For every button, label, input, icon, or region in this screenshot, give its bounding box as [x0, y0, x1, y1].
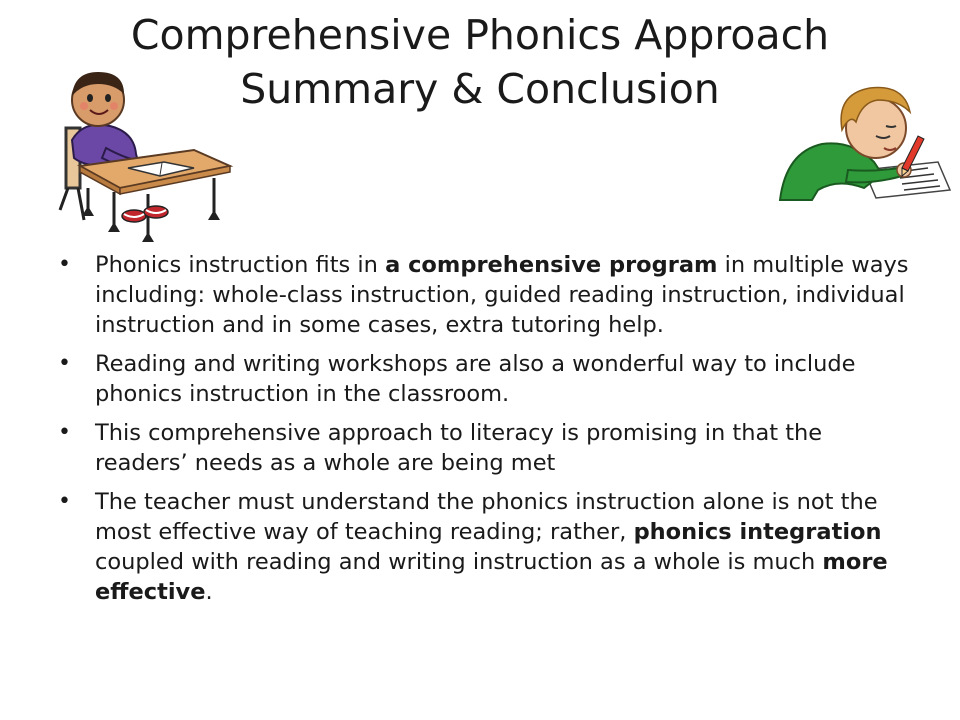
boy-writing-clipart	[778, 78, 956, 202]
bullet-list	[58, 250, 918, 616]
bullet-text-part: Phonics instruction fits in	[95, 252, 386, 278]
bullet-text	[95, 420, 822, 476]
boy-at-desk-reading-clipart	[44, 70, 240, 246]
bullet-text-part: in multiple ways including: whole-class instruction, guided reading instruction, individual instruction and in some cases, extra tutoring help.	[95, 252, 909, 338]
bullet-text-part: Reading and writing workshops are also a wonderful way to include phonics instruction in the classroom.	[95, 351, 856, 407]
bullet-marker: •	[58, 252, 71, 277]
bullet-text	[95, 489, 888, 605]
bullet-text-part: This comprehensive approach to literacy is promising in that the readers’ needs as a whole are being met	[95, 420, 823, 476]
bullet-item	[58, 349, 918, 409]
bullet-marker: •	[58, 420, 71, 445]
bullet-text-bold: a comprehensive program	[385, 252, 718, 278]
bullet-text-bold: phonics integration	[633, 519, 882, 545]
bullet-text-bold: more effective	[95, 549, 888, 605]
bullet-item	[58, 487, 918, 607]
title-line-1: Comprehensive Phonics Approach	[130, 11, 830, 59]
bullet-item	[58, 418, 918, 478]
bullet-text-part: coupled with reading and writing instruction as a whole is much	[95, 549, 823, 575]
bullet-text-part: .	[205, 579, 213, 605]
title-line-2: Summary & Conclusion	[240, 65, 720, 113]
bullet-text	[95, 351, 855, 407]
bullet-text-part: The teacher must understand the phonics instruction alone is not the most effective way of teaching reading; rather,	[95, 489, 878, 545]
bullet-marker: •	[58, 351, 71, 376]
bullet-marker: •	[58, 489, 71, 514]
bullet-item	[58, 250, 918, 340]
bullet-text	[95, 252, 909, 338]
